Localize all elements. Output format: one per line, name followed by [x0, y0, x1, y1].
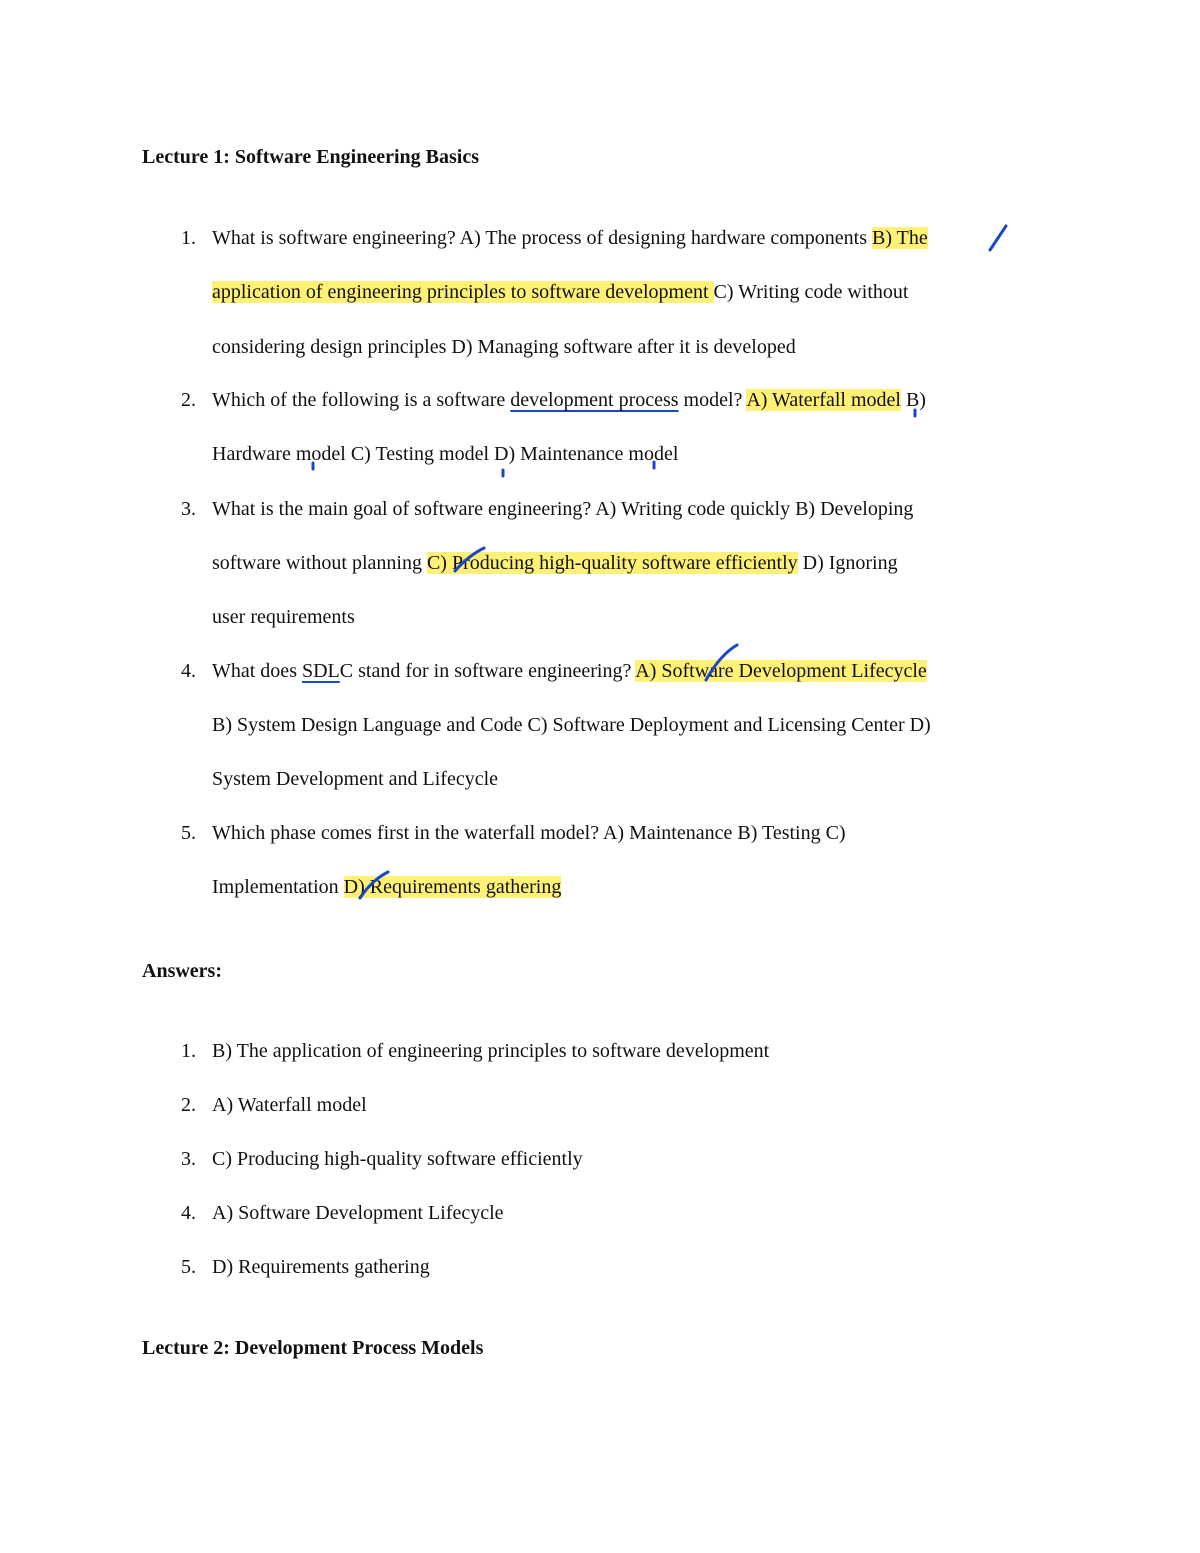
question-1-line-2	[212, 280, 908, 304]
question-3-text: What is the main goal of software engineering? A) Writing code quickly B) Developing	[212, 498, 914, 520]
question-5-text: Implementation	[212, 876, 344, 898]
question-4-text: B) System Design Language and Code C) Software Deployment and Licensing Center D)	[212, 714, 931, 736]
question-1-text: What is software engineering? A) The process of designing hardware components	[212, 227, 872, 249]
question-3-number: 3.	[181, 498, 196, 520]
question-3-text: D) Ignoring	[797, 552, 898, 574]
answer-5-number: 5.	[181, 1256, 196, 1278]
question-1-line-3	[212, 335, 796, 359]
question-4-text: C stand for in software engineering?	[339, 660, 636, 682]
question-2-text: model?	[678, 389, 747, 411]
question-4-line-3	[212, 767, 498, 791]
question-3-line-1	[212, 497, 913, 521]
answers-heading: Answers:	[142, 960, 222, 982]
ink-underlined-text: SDL	[301, 660, 340, 682]
question-4-line-2	[212, 713, 931, 737]
question-2-text: B)	[900, 389, 926, 411]
question-4-number: 4.	[181, 660, 196, 682]
highlighted-answer: A) Waterfall model	[746, 389, 901, 411]
question-4-text: What does	[212, 660, 302, 682]
question-4-line-1	[212, 659, 927, 683]
question-3-line-2	[212, 551, 898, 575]
question-3-text: software without planning	[212, 552, 427, 574]
highlighted-answer: D) Requirements gathering	[343, 876, 562, 898]
question-1-number: 1.	[181, 227, 196, 249]
question-1-text: C) Writing code without	[713, 281, 909, 303]
answer-1-text: B) The application of engineering principles to software development	[212, 1040, 770, 1062]
question-2-number: 2.	[181, 389, 196, 411]
ink-underlined-text: development process	[510, 389, 679, 411]
question-1-line-1	[212, 226, 928, 250]
question-2-text: Which of the following is a software	[212, 389, 511, 411]
question-3-line-3	[212, 605, 355, 629]
lecture-2-heading: Lecture 2: Development Process Models	[142, 1337, 484, 1359]
answer-2-number: 2.	[181, 1094, 196, 1116]
question-3-text: user requirements	[212, 606, 355, 628]
question-5-text: Which phase comes first in the waterfall model? A) Maintenance B) Testing C)	[212, 822, 846, 844]
highlighted-answer: C) Producing high-quality software efficiently	[426, 552, 798, 574]
question-2-line-2	[212, 442, 678, 466]
question-5-line-2	[212, 875, 561, 899]
question-1-text: considering design principles D) Managing software after it is developed	[212, 336, 796, 358]
answer-3-text: C) Producing high-quality software efficiently	[212, 1148, 583, 1170]
answer-2-text: A) Waterfall model	[212, 1094, 367, 1116]
highlighted-answer: A) Software Development Lifecycle	[635, 660, 927, 682]
highlighted-answer: application of engineering principles to software development	[212, 281, 714, 303]
question-4-text: System Development and Lifecycle	[212, 768, 499, 790]
highlighted-answer: B) The	[871, 227, 928, 249]
question-2-text: Hardware model C) Testing model D) Maintenance model	[212, 443, 679, 465]
answer-3-number: 3.	[181, 1148, 196, 1170]
question-2-line-1	[212, 388, 926, 412]
answer-1-number: 1.	[181, 1040, 196, 1062]
lecture-1-heading: Lecture 1: Software Engineering Basics	[142, 146, 480, 168]
ink-check-mark-q1	[990, 226, 1006, 250]
answer-4-number: 4.	[181, 1202, 196, 1224]
question-5-number: 5.	[181, 822, 196, 844]
question-5-line-1	[212, 821, 846, 845]
answer-4-text: A) Software Development Lifecycle	[212, 1202, 504, 1224]
answer-5-text: D) Requirements gathering	[212, 1256, 430, 1278]
